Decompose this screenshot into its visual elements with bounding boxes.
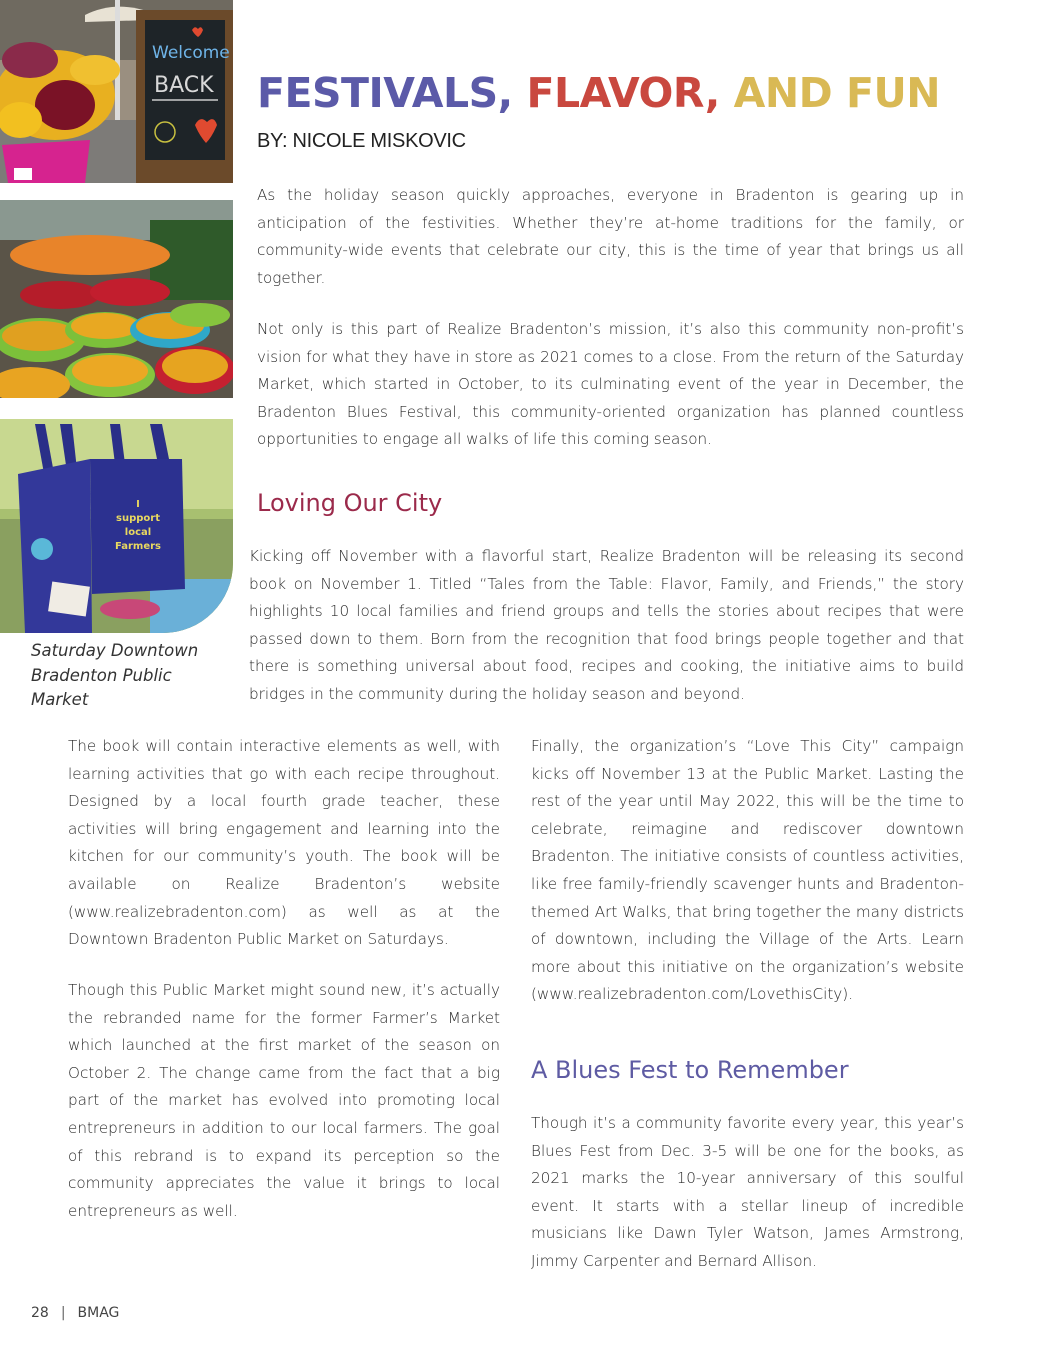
blues-paragraph-1: Though it’s a community favorite every year, this year’s Blues Fest from Dec. 3-5 will be one for the books, as 2021 marks the 10-year anniversary of this soulful event. It starts with a stellar lineup of incredible musicians like Dawn Tyler Watson, James Armstrong, Jimmy Carpenter and Bernard Allison. (531, 1114, 964, 1270)
publication-name: BMAG (77, 1305, 120, 1321)
welcome-back-chalkboard-photo (0, 0, 233, 183)
page-footer (31, 1305, 119, 1321)
svg-text:I: I (136, 499, 140, 510)
svg-text:local: local (124, 527, 152, 538)
title-word-and-fun: AND FUN (733, 69, 941, 117)
photo-caption: Saturday Downtown Bradenton Public Market (31, 641, 199, 709)
tomatoes-market-photo (0, 200, 233, 398)
footer-separator: | (60, 1305, 66, 1321)
loving-paragraph-3: Though this Public Market might sound new, it’s actually the rebranded name for the former Farmer’s Market which launched at the first market of the season on October 2. The change came from the fact that a big part of the market has evolved into promoting local entrepreneurs in addition to our local farmers. The goal of this rebrand is to expand its perception so the community appreciates the value it brings to local entrepreneurs as well. (68, 981, 500, 1220)
section-heading-loving-our-city: Loving Our City (257, 489, 443, 517)
svg-text:BACK: BACK (154, 73, 214, 98)
loving-paragraph-4: Finally, the organization’s “Love This City” campaign kicks off November 13 at the Public Market. Lasting the rest of the year until May 2022, this will be the time to celebrate, reimagine and rediscover downtown Bradenton. The initiative consists of countless activities, like free family-friendly scavenger hunts and Bradenton-themed Art Walks, that bring together the many districts of downtown, including the Village of the Arts. Learn more about this initiative on the organization’s website (www.realizebradenton.com/LovethisCity). (531, 737, 964, 1004)
intro-paragraph-2: Not only is this part of Realize Bradenton’s mission, it’s also this community non-profit’s vision for what they have in store as 2021 comes to a close. From the return of the Saturday Market, which started in October, to its culminating event of the year in December, the Bradenton Blues Festival, this community-oriented organization has planned countless opportunities to engage all walks of life this coming season. (257, 320, 964, 449)
byline: BY: NICOLE MISKOVIC (257, 130, 466, 152)
article-title (257, 68, 940, 118)
svg-text:support: support (116, 513, 160, 524)
loving-paragraph-1: Kicking off November with a flavorful start, Realize Bradenton will be releasing its second book on November 1. Titled “Tales from the Table: Flavor, Family, and Friends,” the story highlights 10 local families and friend groups and tells the stories about recipes that were passed down to them. Born from the recognition that food brings people together and that there is something universal about food, recipes and cooking, the initiative aims to build bridges in the community during the holiday season and beyond. (249, 547, 964, 703)
svg-text:Farmers: Farmers (114, 541, 162, 552)
intro-paragraph-1: As the holiday season quickly approaches, everyone in Bradenton is gearing up in anticipation of the festivities. Whether they’re at-home traditions for the family, or community-wide events that celebrate our city, this is the time of year that brings us all together. (257, 186, 964, 287)
title-word-festivals: FESTIVALS, (257, 69, 513, 117)
page-number: 28 (31, 1305, 49, 1321)
title-word-flavor: FLAVOR, (526, 69, 720, 117)
tote-bag-photo (0, 419, 233, 633)
tote-bag-illustration (0, 419, 233, 633)
svg-text:Welcome: Welcome (152, 43, 230, 63)
loving-paragraph-2: The book will contain interactive elements as well, with learning activities that go with each recipe throughout. Designed by a local fourth grade teacher, these activities will bring engagement and learning into the kitchen for our community’s youth. The book will be available on Realize Bradenton’s website (www.realizebradenton.com) as well as at the Downtown Bradenton Public Market on Saturdays. (68, 737, 500, 949)
section-heading-blues-fest: A Blues Fest to Remember (531, 1056, 849, 1084)
tomatoes-illustration (0, 200, 233, 398)
chalkboard-illustration (0, 0, 233, 183)
